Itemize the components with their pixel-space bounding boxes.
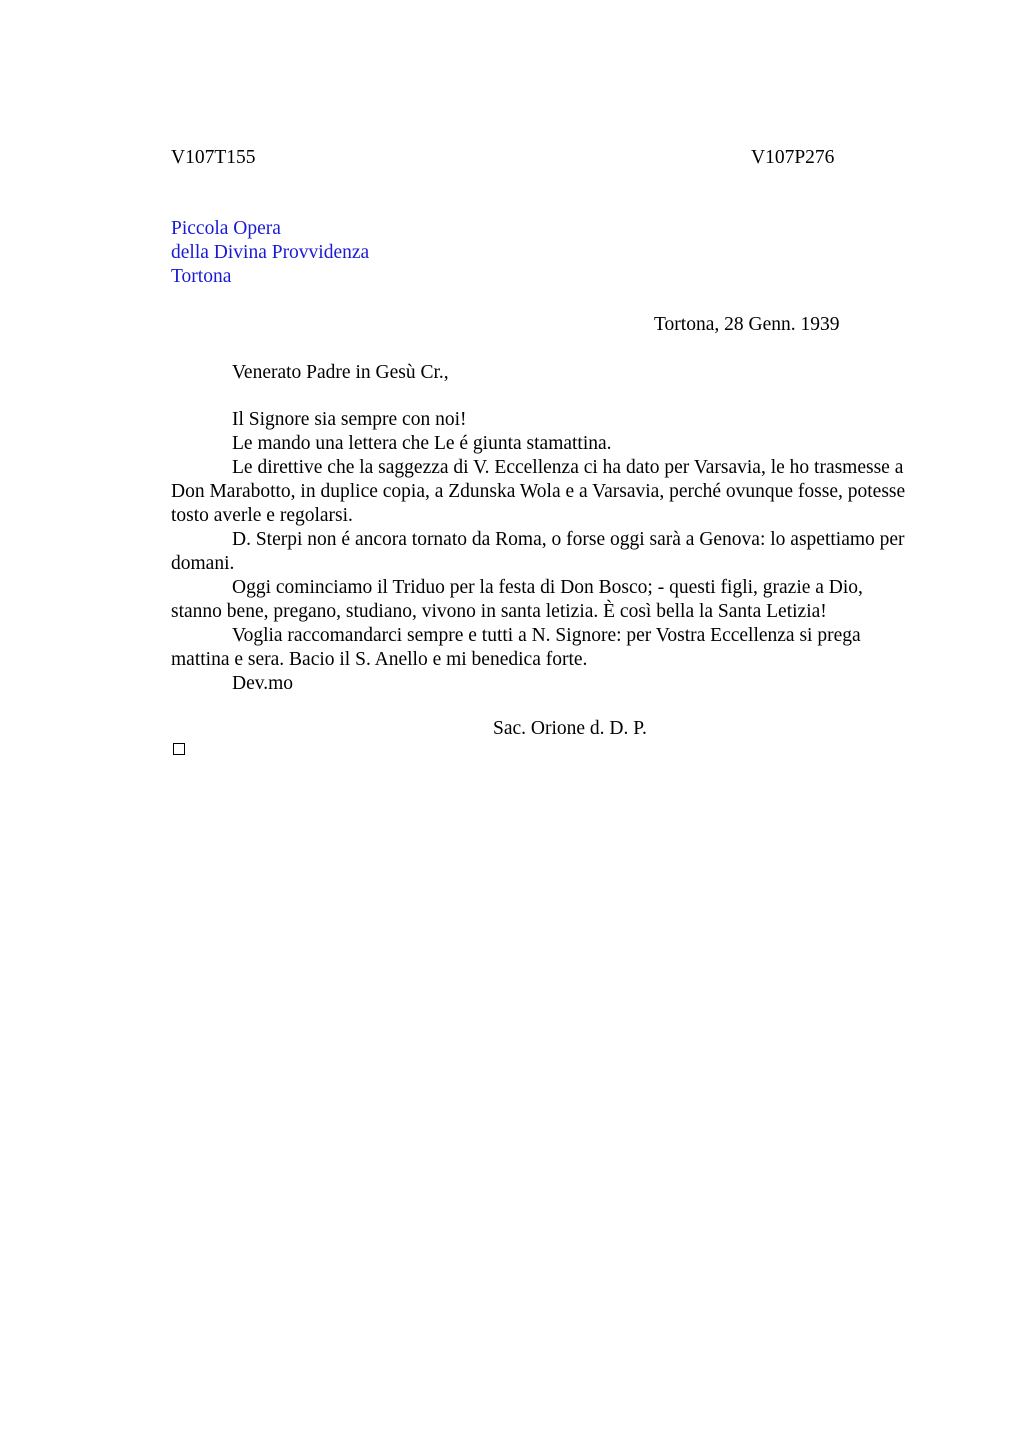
body-paragraph: D. Sterpi non é ancora tornato da Roma, o forse oggi sarà a Genova: lo aspettiamo per domani.: [171, 529, 905, 574]
letterhead: [171, 217, 369, 289]
letterhead-line: della Divina Provvidenza: [171, 242, 370, 263]
letterhead-line: Tortona: [171, 266, 232, 287]
body-paragraph: Le direttive che la saggezza di V. Eccellenza ci ha dato per Varsavia, le ho trasmesse a Don Marabotto, in duplice copia, a Zdunska Wola e a Varsavia, perché ovunque fosse, potesse tosto averle e regolarsi.: [171, 457, 906, 526]
salutation: Venerato Padre in Gesù Cr.,: [232, 362, 449, 383]
document-ref-right: V107P276: [751, 147, 835, 168]
body-paragraph: Oggi cominciamo il Triduo per la festa di Don Bosco; - questi figli, grazie a Dio, stanno bene, pregano, studiano, vivono in santa letizia. È così bella la Santa Letizia!: [171, 577, 863, 622]
letterhead-line: Piccola Opera: [171, 218, 281, 239]
document-ref-left: V107T155: [171, 147, 256, 168]
closing: Dev.mo: [232, 673, 294, 694]
signature: Sac. Orione d. D. P.: [493, 718, 647, 739]
letter-body: [171, 408, 916, 696]
body-paragraph: Le mando una lettera che Le é giunta stamattina.: [232, 433, 612, 454]
letter-date: Tortona, 28 Genn. 1939: [654, 314, 840, 335]
end-marker-box: [173, 743, 185, 755]
body-paragraph: Il Signore sia sempre con noi!: [232, 409, 467, 430]
body-paragraph: Voglia raccomandarci sempre e tutti a N. Signore: per Vostra Eccellenza si prega mattina e sera. Bacio il S. Anello e mi benedica forte.: [171, 625, 861, 670]
